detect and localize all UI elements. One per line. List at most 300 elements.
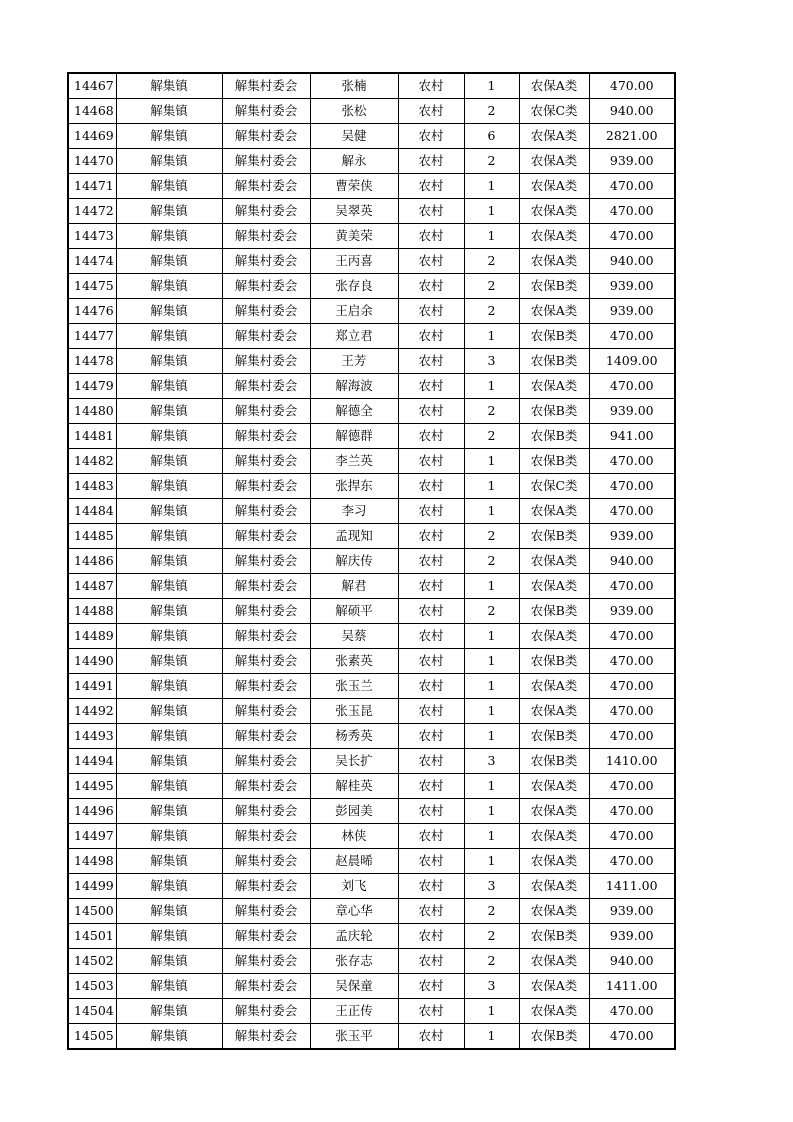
village-committee-cell: 解集村委会 <box>222 124 310 149</box>
amount-cell: 1411.00 <box>589 874 675 899</box>
village-committee-cell: 解集村委会 <box>222 599 310 624</box>
table-row <box>68 249 675 274</box>
name-cell: 张玉兰 <box>310 674 398 699</box>
serial-number-cell: 14503 <box>68 974 116 999</box>
member-count-cell: 2 <box>464 899 519 924</box>
name-cell: 解君 <box>310 574 398 599</box>
village-committee-cell: 解集村委会 <box>222 199 310 224</box>
serial-number-cell: 14491 <box>68 674 116 699</box>
village-committee-cell: 解集村委会 <box>222 799 310 824</box>
village-committee-cell: 解集村委会 <box>222 899 310 924</box>
name-cell: 王丙喜 <box>310 249 398 274</box>
amount-cell: 470.00 <box>589 824 675 849</box>
village-committee-cell: 解集村委会 <box>222 324 310 349</box>
member-count-cell: 1 <box>464 999 519 1024</box>
amount-cell: 470.00 <box>589 624 675 649</box>
village-committee-cell: 解集村委会 <box>222 174 310 199</box>
name-cell: 张玉平 <box>310 1024 398 1050</box>
member-count-cell: 1 <box>464 449 519 474</box>
name-cell: 赵晨晞 <box>310 849 398 874</box>
household-type-cell: 农村 <box>398 349 464 374</box>
roster-body <box>68 73 675 1049</box>
insurance-category-cell: 农保A类 <box>519 299 589 324</box>
township-cell: 解集镇 <box>116 549 222 574</box>
township-cell: 解集镇 <box>116 524 222 549</box>
serial-number-cell: 14490 <box>68 649 116 674</box>
table-row <box>68 199 675 224</box>
member-count-cell: 1 <box>464 624 519 649</box>
amount-cell: 939.00 <box>589 299 675 324</box>
member-count-cell: 2 <box>464 949 519 974</box>
member-count-cell: 3 <box>464 749 519 774</box>
insurance-category-cell: 农保B类 <box>519 349 589 374</box>
village-committee-cell: 解集村委会 <box>222 1024 310 1050</box>
table-row <box>68 649 675 674</box>
household-type-cell: 农村 <box>398 624 464 649</box>
household-type-cell: 农村 <box>398 649 464 674</box>
serial-number-cell: 14478 <box>68 349 116 374</box>
table-row <box>68 574 675 599</box>
member-count-cell: 2 <box>464 524 519 549</box>
village-committee-cell: 解集村委会 <box>222 674 310 699</box>
insurance-category-cell: 农保B类 <box>519 399 589 424</box>
table-row <box>68 324 675 349</box>
village-committee-cell: 解集村委会 <box>222 624 310 649</box>
household-type-cell: 农村 <box>398 524 464 549</box>
household-type-cell: 农村 <box>398 99 464 124</box>
name-cell: 杨秀英 <box>310 724 398 749</box>
table-row <box>68 774 675 799</box>
township-cell: 解集镇 <box>116 874 222 899</box>
amount-cell: 470.00 <box>589 199 675 224</box>
village-committee-cell: 解集村委会 <box>222 149 310 174</box>
member-count-cell: 1 <box>464 574 519 599</box>
amount-cell: 940.00 <box>589 949 675 974</box>
township-cell: 解集镇 <box>116 849 222 874</box>
member-count-cell: 1 <box>464 199 519 224</box>
serial-number-cell: 14481 <box>68 424 116 449</box>
table-row <box>68 124 675 149</box>
amount-cell: 1411.00 <box>589 974 675 999</box>
table-row <box>68 349 675 374</box>
insurance-category-cell: 农保B类 <box>519 449 589 474</box>
serial-number-cell: 14483 <box>68 474 116 499</box>
amount-cell: 470.00 <box>589 724 675 749</box>
serial-number-cell: 14476 <box>68 299 116 324</box>
household-type-cell: 农村 <box>398 249 464 274</box>
household-type-cell: 农村 <box>398 499 464 524</box>
amount-cell: 2821.00 <box>589 124 675 149</box>
household-type-cell: 农村 <box>398 399 464 424</box>
insurance-category-cell: 农保A类 <box>519 624 589 649</box>
household-type-cell: 农村 <box>398 549 464 574</box>
township-cell: 解集镇 <box>116 224 222 249</box>
serial-number-cell: 14479 <box>68 374 116 399</box>
village-committee-cell: 解集村委会 <box>222 249 310 274</box>
name-cell: 吴长扩 <box>310 749 398 774</box>
insurance-category-cell: 农保A类 <box>519 824 589 849</box>
township-cell: 解集镇 <box>116 299 222 324</box>
serial-number-cell: 14467 <box>68 73 116 99</box>
serial-number-cell: 14489 <box>68 624 116 649</box>
roster-table <box>67 72 676 1050</box>
name-cell: 曹荣侠 <box>310 174 398 199</box>
member-count-cell: 3 <box>464 349 519 374</box>
insurance-category-cell: 农保A类 <box>519 499 589 524</box>
table-row <box>68 849 675 874</box>
serial-number-cell: 14493 <box>68 724 116 749</box>
table-row <box>68 224 675 249</box>
village-committee-cell: 解集村委会 <box>222 749 310 774</box>
member-count-cell: 1 <box>464 724 519 749</box>
serial-number-cell: 14488 <box>68 599 116 624</box>
serial-number-cell: 14496 <box>68 799 116 824</box>
table-row <box>68 899 675 924</box>
village-committee-cell: 解集村委会 <box>222 874 310 899</box>
name-cell: 李兰英 <box>310 449 398 474</box>
household-type-cell: 农村 <box>398 599 464 624</box>
township-cell: 解集镇 <box>116 99 222 124</box>
township-cell: 解集镇 <box>116 149 222 174</box>
name-cell: 孟现知 <box>310 524 398 549</box>
village-committee-cell: 解集村委会 <box>222 73 310 99</box>
household-type-cell: 农村 <box>398 924 464 949</box>
name-cell: 王启余 <box>310 299 398 324</box>
insurance-category-cell: 农保B类 <box>519 274 589 299</box>
amount-cell: 470.00 <box>589 449 675 474</box>
village-committee-cell: 解集村委会 <box>222 724 310 749</box>
amount-cell: 939.00 <box>589 524 675 549</box>
table-row <box>68 99 675 124</box>
insurance-category-cell: 农保A类 <box>519 949 589 974</box>
township-cell: 解集镇 <box>116 674 222 699</box>
name-cell: 解庆传 <box>310 549 398 574</box>
member-count-cell: 2 <box>464 249 519 274</box>
insurance-category-cell: 农保A类 <box>519 249 589 274</box>
table-row <box>68 874 675 899</box>
township-cell: 解集镇 <box>116 799 222 824</box>
member-count-cell: 2 <box>464 424 519 449</box>
serial-number-cell: 14495 <box>68 774 116 799</box>
township-cell: 解集镇 <box>116 73 222 99</box>
name-cell: 解海波 <box>310 374 398 399</box>
serial-number-cell: 14494 <box>68 749 116 774</box>
amount-cell: 470.00 <box>589 699 675 724</box>
amount-cell: 939.00 <box>589 924 675 949</box>
serial-number-cell: 14471 <box>68 174 116 199</box>
serial-number-cell: 14500 <box>68 899 116 924</box>
township-cell: 解集镇 <box>116 1024 222 1050</box>
village-committee-cell: 解集村委会 <box>222 299 310 324</box>
village-committee-cell: 解集村委会 <box>222 699 310 724</box>
village-committee-cell: 解集村委会 <box>222 99 310 124</box>
household-type-cell: 农村 <box>398 874 464 899</box>
household-type-cell: 农村 <box>398 424 464 449</box>
village-committee-cell: 解集村委会 <box>222 774 310 799</box>
table-row <box>68 149 675 174</box>
table-row <box>68 424 675 449</box>
member-count-cell: 2 <box>464 274 519 299</box>
household-type-cell: 农村 <box>398 274 464 299</box>
township-cell: 解集镇 <box>116 349 222 374</box>
household-type-cell: 农村 <box>398 774 464 799</box>
member-count-cell: 1 <box>464 73 519 99</box>
table-row <box>68 374 675 399</box>
insurance-category-cell: 农保A类 <box>519 199 589 224</box>
serial-number-cell: 14470 <box>68 149 116 174</box>
township-cell: 解集镇 <box>116 374 222 399</box>
amount-cell: 940.00 <box>589 249 675 274</box>
insurance-category-cell: 农保A类 <box>519 574 589 599</box>
serial-number-cell: 14480 <box>68 399 116 424</box>
amount-cell: 939.00 <box>589 149 675 174</box>
household-type-cell: 农村 <box>398 724 464 749</box>
insurance-category-cell: 农保B类 <box>519 1024 589 1050</box>
serial-number-cell: 14475 <box>68 274 116 299</box>
insurance-category-cell: 农保A类 <box>519 549 589 574</box>
amount-cell: 939.00 <box>589 399 675 424</box>
serial-number-cell: 14474 <box>68 249 116 274</box>
township-cell: 解集镇 <box>116 724 222 749</box>
name-cell: 章心华 <box>310 899 398 924</box>
household-type-cell: 农村 <box>398 299 464 324</box>
table-row <box>68 999 675 1024</box>
village-committee-cell: 解集村委会 <box>222 924 310 949</box>
village-committee-cell: 解集村委会 <box>222 849 310 874</box>
amount-cell: 470.00 <box>589 474 675 499</box>
amount-cell: 470.00 <box>589 499 675 524</box>
serial-number-cell: 14504 <box>68 999 116 1024</box>
township-cell: 解集镇 <box>116 474 222 499</box>
table-row <box>68 299 675 324</box>
village-committee-cell: 解集村委会 <box>222 274 310 299</box>
table-row <box>68 274 675 299</box>
village-committee-cell: 解集村委会 <box>222 649 310 674</box>
village-committee-cell: 解集村委会 <box>222 349 310 374</box>
township-cell: 解集镇 <box>116 599 222 624</box>
serial-number-cell: 14492 <box>68 699 116 724</box>
insurance-category-cell: 农保B类 <box>519 649 589 674</box>
village-committee-cell: 解集村委会 <box>222 949 310 974</box>
household-type-cell: 农村 <box>398 674 464 699</box>
member-count-cell: 1 <box>464 674 519 699</box>
table-row <box>68 749 675 774</box>
insurance-category-cell: 农保A类 <box>519 774 589 799</box>
household-type-cell: 农村 <box>398 324 464 349</box>
table-row <box>68 924 675 949</box>
amount-cell: 470.00 <box>589 799 675 824</box>
village-committee-cell: 解集村委会 <box>222 449 310 474</box>
member-count-cell: 2 <box>464 924 519 949</box>
member-count-cell: 2 <box>464 299 519 324</box>
household-type-cell: 农村 <box>398 149 464 174</box>
village-committee-cell: 解集村委会 <box>222 574 310 599</box>
village-committee-cell: 解集村委会 <box>222 424 310 449</box>
member-count-cell: 1 <box>464 374 519 399</box>
serial-number-cell: 14482 <box>68 449 116 474</box>
table-row <box>68 524 675 549</box>
serial-number-cell: 14502 <box>68 949 116 974</box>
township-cell: 解集镇 <box>116 624 222 649</box>
member-count-cell: 3 <box>464 974 519 999</box>
amount-cell: 940.00 <box>589 99 675 124</box>
name-cell: 张存良 <box>310 274 398 299</box>
township-cell: 解集镇 <box>116 974 222 999</box>
table-row <box>68 499 675 524</box>
name-cell: 张松 <box>310 99 398 124</box>
insurance-category-cell: 农保A类 <box>519 73 589 99</box>
village-committee-cell: 解集村委会 <box>222 399 310 424</box>
insurance-category-cell: 农保A类 <box>519 849 589 874</box>
household-type-cell: 农村 <box>398 799 464 824</box>
table-row <box>68 174 675 199</box>
insurance-category-cell: 农保B类 <box>519 924 589 949</box>
name-cell: 吴蔡 <box>310 624 398 649</box>
insurance-category-cell: 农保B类 <box>519 724 589 749</box>
village-committee-cell: 解集村委会 <box>222 549 310 574</box>
insurance-category-cell: 农保B类 <box>519 324 589 349</box>
name-cell: 郑立君 <box>310 324 398 349</box>
amount-cell: 470.00 <box>589 374 675 399</box>
name-cell: 刘飞 <box>310 874 398 899</box>
member-count-cell: 1 <box>464 774 519 799</box>
name-cell: 解德群 <box>310 424 398 449</box>
name-cell: 张玉昆 <box>310 699 398 724</box>
table-row <box>68 399 675 424</box>
serial-number-cell: 14484 <box>68 499 116 524</box>
township-cell: 解集镇 <box>116 324 222 349</box>
township-cell: 解集镇 <box>116 649 222 674</box>
table-row <box>68 449 675 474</box>
table-row <box>68 824 675 849</box>
member-count-cell: 3 <box>464 874 519 899</box>
village-committee-cell: 解集村委会 <box>222 824 310 849</box>
insurance-category-cell: 农保A类 <box>519 374 589 399</box>
township-cell: 解集镇 <box>116 249 222 274</box>
household-type-cell: 农村 <box>398 124 464 149</box>
insurance-category-cell: 农保C类 <box>519 474 589 499</box>
member-count-cell: 1 <box>464 499 519 524</box>
household-type-cell: 农村 <box>398 174 464 199</box>
township-cell: 解集镇 <box>116 699 222 724</box>
amount-cell: 939.00 <box>589 274 675 299</box>
member-count-cell: 1 <box>464 174 519 199</box>
member-count-cell: 1 <box>464 649 519 674</box>
household-type-cell: 农村 <box>398 449 464 474</box>
serial-number-cell: 14469 <box>68 124 116 149</box>
household-type-cell: 农村 <box>398 949 464 974</box>
village-committee-cell: 解集村委会 <box>222 224 310 249</box>
insurance-category-cell: 农保A类 <box>519 699 589 724</box>
amount-cell: 470.00 <box>589 324 675 349</box>
name-cell: 解桂英 <box>310 774 398 799</box>
table-row <box>68 674 675 699</box>
serial-number-cell: 14501 <box>68 924 116 949</box>
table-row <box>68 549 675 574</box>
name-cell: 黄美荣 <box>310 224 398 249</box>
amount-cell: 941.00 <box>589 424 675 449</box>
member-count-cell: 2 <box>464 599 519 624</box>
name-cell: 张素英 <box>310 649 398 674</box>
serial-number-cell: 14468 <box>68 99 116 124</box>
household-type-cell: 农村 <box>398 374 464 399</box>
township-cell: 解集镇 <box>116 499 222 524</box>
village-committee-cell: 解集村委会 <box>222 499 310 524</box>
name-cell: 张楠 <box>310 73 398 99</box>
insurance-category-cell: 农保A类 <box>519 224 589 249</box>
serial-number-cell: 14487 <box>68 574 116 599</box>
member-count-cell: 1 <box>464 799 519 824</box>
township-cell: 解集镇 <box>116 949 222 974</box>
township-cell: 解集镇 <box>116 424 222 449</box>
insurance-category-cell: 农保A类 <box>519 799 589 824</box>
household-type-cell: 农村 <box>398 974 464 999</box>
member-count-cell: 2 <box>464 149 519 174</box>
amount-cell: 939.00 <box>589 599 675 624</box>
member-count-cell: 2 <box>464 99 519 124</box>
insurance-category-cell: 农保B类 <box>519 424 589 449</box>
name-cell: 李习 <box>310 499 398 524</box>
insurance-category-cell: 农保B类 <box>519 599 589 624</box>
household-type-cell: 农村 <box>398 749 464 774</box>
village-committee-cell: 解集村委会 <box>222 524 310 549</box>
township-cell: 解集镇 <box>116 999 222 1024</box>
name-cell: 张存志 <box>310 949 398 974</box>
township-cell: 解集镇 <box>116 174 222 199</box>
township-cell: 解集镇 <box>116 124 222 149</box>
township-cell: 解集镇 <box>116 574 222 599</box>
member-count-cell: 6 <box>464 124 519 149</box>
insurance-category-cell: 农保A类 <box>519 974 589 999</box>
township-cell: 解集镇 <box>116 824 222 849</box>
household-type-cell: 农村 <box>398 1024 464 1050</box>
amount-cell: 1410.00 <box>589 749 675 774</box>
township-cell: 解集镇 <box>116 899 222 924</box>
insurance-category-cell: 农保A类 <box>519 999 589 1024</box>
table-row <box>68 949 675 974</box>
township-cell: 解集镇 <box>116 274 222 299</box>
amount-cell: 1409.00 <box>589 349 675 374</box>
name-cell: 张捍东 <box>310 474 398 499</box>
amount-cell: 470.00 <box>589 224 675 249</box>
name-cell: 吴翠英 <box>310 199 398 224</box>
amount-cell: 470.00 <box>589 73 675 99</box>
insurance-category-cell: 农保B类 <box>519 749 589 774</box>
insurance-category-cell: 农保A类 <box>519 124 589 149</box>
household-type-cell: 农村 <box>398 899 464 924</box>
village-committee-cell: 解集村委会 <box>222 474 310 499</box>
table-row <box>68 599 675 624</box>
insurance-category-cell: 农保C类 <box>519 99 589 124</box>
household-type-cell: 农村 <box>398 824 464 849</box>
member-count-cell: 2 <box>464 399 519 424</box>
member-count-cell: 1 <box>464 849 519 874</box>
table-row <box>68 1024 675 1050</box>
household-type-cell: 农村 <box>398 699 464 724</box>
amount-cell: 470.00 <box>589 674 675 699</box>
name-cell: 吴保童 <box>310 974 398 999</box>
member-count-cell: 1 <box>464 224 519 249</box>
serial-number-cell: 14477 <box>68 324 116 349</box>
village-committee-cell: 解集村委会 <box>222 974 310 999</box>
amount-cell: 470.00 <box>589 574 675 599</box>
household-type-cell: 农村 <box>398 474 464 499</box>
member-count-cell: 1 <box>464 699 519 724</box>
insurance-category-cell: 农保A类 <box>519 174 589 199</box>
name-cell: 林侠 <box>310 824 398 849</box>
table-row <box>68 474 675 499</box>
serial-number-cell: 14505 <box>68 1024 116 1050</box>
